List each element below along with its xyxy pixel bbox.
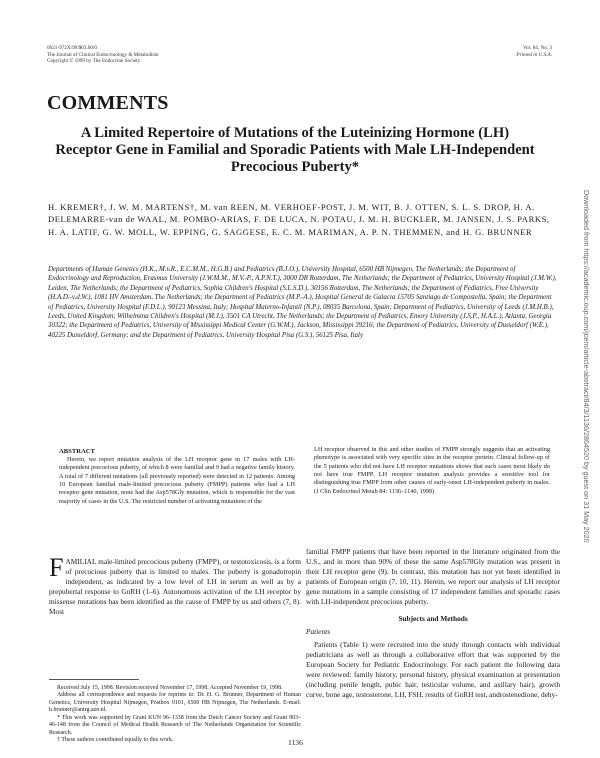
body-column-left: [49, 553, 301, 618]
abstract-text-right: LH receptor observed in this and other studies of FMPP strongly suggests that an activating phenotype is associated with very specific sites in the receptor protein. Clinical follow-up of the 5 patients who did not have LH receptor mutations shows that such cases most likely do not have true FMPP. LH receptor mutation analysis provides a sensitive tool for distinguishing true FMPP from other causes of early-onset LH-independent puberty in males. (J Clin Endocrinol Metab 84: 1136–1140, 1999): [314, 446, 550, 495]
footnote-correspondence: Address all correspondence and requests for reprints to: Dr. H. G. Brunner, Department of Human Genetics, University Hospital Nijmegen, Postbox 9101, 6500 HB Nijmegen, The Netherlands. E-mail: h.brunner@antrg.azn.nl.: [49, 692, 301, 714]
intro-text-left: AMILIAL male-limited precocious puberty (FMPP), or testotoxicosis, is a form of precocious puberty that is limited to males. The puberty is gonadotropin independent, as indicated by a low level of LH in serum as well as by a prepubertal response to GnRH (1–6). Autonomous activation of the LH receptor by missense mutations has been identified as the cause of FMPP by us and others (7, 8). Most: [49, 557, 301, 617]
author-list: H. KREMER†, J. W. M. MARTENS†, M. van REEN, M. VERHOEF-POST, J. M. WIT, B. J. OTTEN, S. L. S. DROP, H. A. DELEMARRE-van de WAAL, M. POMBO-ARIAS, F. DE LUCA, N. POTAU, J. M. H. BUCKLER, M. JANSEN, J. S. PARKS, H. A. LATIF, G. W. MOLL, W. EPPING, G. SAGGESE, E. C. M. MARIMAN, A. P. N. THEMMEN, and H. G. BRUNNER: [48, 202, 550, 237]
affiliations: Departments of Human Genetics (H.K., M.v.R., E.C.M.M., H.G.B.) and Pediatrics (B.J.O.), University Hospital, 6500 HB Nijmegen, The Netherlands; the Department of Endocrinology and Reproduction, Erasmus University (J.W.M.M., M.V.-P., A.P.N.T.), 3000 DR Rotterdam, The Netherlands; the Department of Pediatrics, University Hospital (J.M.W.), Leiden, The Netherlands; the Department of Pediatrics, Sophia Children's Hospital (S.L.S.D.), 30156 Rotterdam, The Netherlands; the Department of Pediatrics, Free University (H.A.D.-v.d.W.), 1081 HV Amsterdam, The Netherlands; the Department of Pediatrics (M.P.-A.), Hospital General de Galacia 15705 Santiago de Compostella, Spain; the Department of Pediatrics, University Hospital (F.D.L.), 90123 Messina, Italy; Hospital Materno-Infantil (N.P.), 08035 Barcelona, Spain; Department of Pediatrics, University of Leeds (J.M.H.B.), Leeds, United Kingdom; Wilhelmina Children's Hospital (M.J.), 3501 CA Utrecht, The Netherlands; the Department of Pediatrics, Emory University (J.S.P., H.A.L.), Atlanta, Georgia 30322; the Department of Pediatrics, University of Mississippi Medical Center (G.W.M.), Jackson, Mississippi 39216; the Department of Pediatrics, University of Dusseldorf (W.E.), 40225 Dusseldorf, Germany; and the Department of Pediatrics, University Hospital Pisa (G.S.), 56125 Pisa, Italy: [48, 266, 557, 339]
footnotes: [49, 685, 301, 745]
drop-cap: F: [49, 553, 64, 582]
article-title: A Limited Repertoire of Mutations of the Luteinizing Hormone (LH) Receptor Gene in Familial and Sporadic Patients with Male LH-Independent Precocious Puberty*: [55, 125, 535, 175]
footnote-equal-contribution: † These authors contributed equally to this work.: [57, 737, 174, 744]
printed-in: Printed in U.S.A.: [516, 51, 552, 58]
abstract-left: [59, 456, 295, 506]
journal-name: The Journal of Clinical Endocrinology & Metabolism: [47, 51, 159, 58]
section-heading: Subjects and Methods: [398, 613, 468, 623]
volume: Vol. 84, No. 3: [522, 45, 552, 51]
download-watermark: [583, 190, 591, 650]
download-note: Downloaded from https://academic.oup.com/jcem/article-abstract/84/3/1136/2864520 by guest on 31 May 2020: [582, 190, 591, 543]
journal-header-right: [516, 45, 552, 58]
abstract-text-left: Herein, we report mutation analysis of the LH receptor gene in 17 males with LH-independent precocious puberty, of which 8 were familial and 9 had a negative family history. A total of 7 different mutations (all previously reported) were detected in 12 patients. Among 10 European familial male-limited precocious puberty (FMPP) patients who had a LH receptor gene mutation, none had the Asp578Gly mutation, which is responsible for the vast majority of cases in the U.S. The restricted number of activating mutations of the: [59, 456, 295, 505]
patients-text: Patients (Table 1) were recruited into the study through contacts with individual pediatricians as well as through a collaborative effort that was supported by the European Society for Pediatric Endocrinology. For each patient the following data were reviewed: family history, personal history, physical examination at presentation (including penile length, pubic hair, testicular volume, and axillary hair), growth curve, bone age, testosterone, LH, FSH, results of GnRH test, androstenedione, dehy-: [306, 639, 560, 700]
section-label: COMMENTS: [47, 92, 169, 114]
footnote-rule: [49, 679, 139, 680]
issn: 0021-972X/99/$03.00/0: [47, 45, 98, 51]
body-column-right: [306, 547, 560, 700]
journal-header-left: [47, 45, 159, 65]
copyright: Copyright © 1999 by The Endocrine Society: [47, 58, 141, 65]
footnote-funding: * This work was supported by Grant KUN 96–1338 from the Dutch Cancer Society and Grant 903–46-148 from the Council of Medical Health Research of The Netherlands Organization for Scientific Research.: [49, 714, 301, 736]
subsection-heading: Patients: [306, 626, 331, 636]
abstract-right: [314, 446, 550, 496]
intro-text-right: familial FMPP patients that have been reported in the literature originated from the U.S., and in more than 90% of these the same Asp578Gly mutation was present in their LH receptor gene (9). In contrast, this mutation has not yet been identified in patients of European origin (7, 10, 11). Herein, we report our analysis of LH receptor gene mutations in a sample consisting of 17 independent families and sporadic cases with LH-independent precocious puberty.: [306, 547, 560, 607]
abstract-heading: ABSTRACT: [59, 448, 95, 455]
footnote-received: Received July 15, 1998. Revision received November 17, 1998. Accepted November 19, 1998.: [57, 685, 283, 691]
page-number: 1136: [288, 738, 303, 747]
